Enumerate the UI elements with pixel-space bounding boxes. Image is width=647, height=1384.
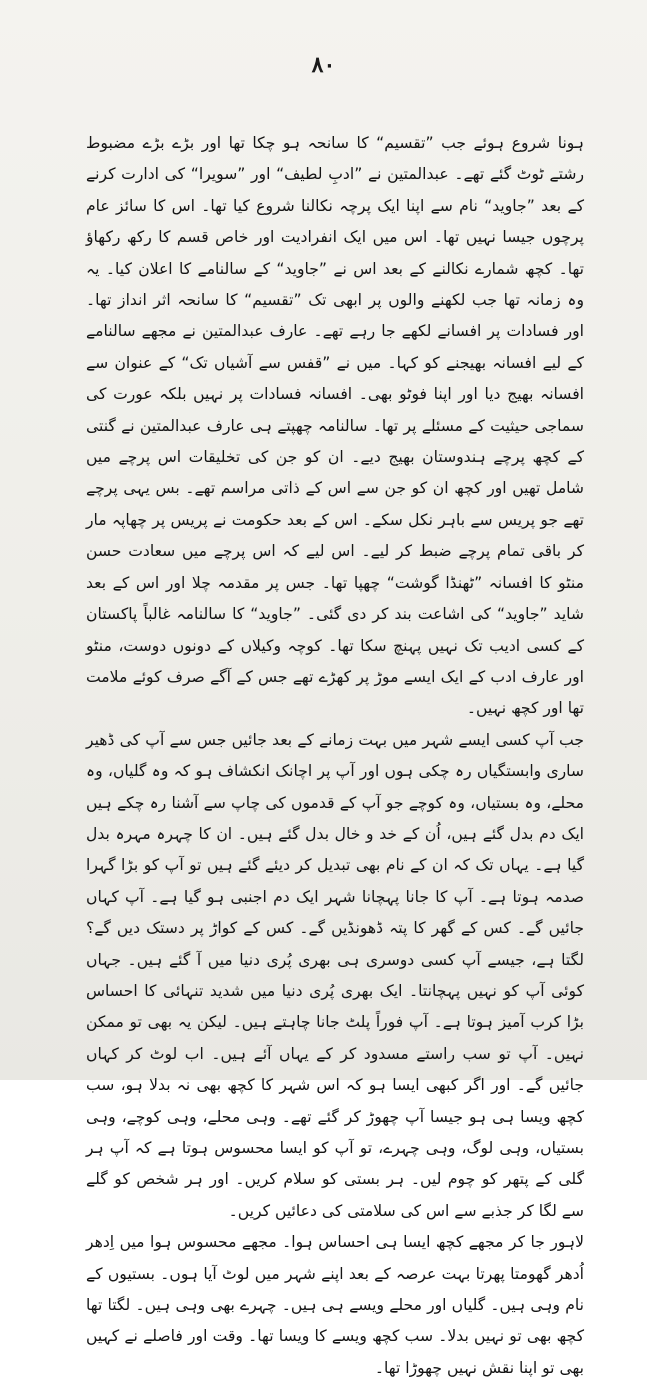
page-number: ۸۰ [311,52,336,78]
paragraph-1: ہونا شروع ہوئے جب ”تقسیم“ کا سانحہ ہو چکا تھا اور بڑے بڑے مضبوط رشتے ٹوٹ گئے تھے۔ عبدالمتین نے ”ادبِ لطیف“ اور ”سویرا“ کی ادارت کرنے کے بعد ”جاوید“ نام سے اپنا ایک پرچہ نکالنا شروع کیا تھا۔ اس کا سائز عام پرچوں جیسا نہیں تھا۔ اس میں ایک انفرادیت اور خاص قسم کا رکھ رکھاؤ تھا۔ کچھ شمارے نکالنے کے بعد اس نے ”جاوید“ کے سالنامے کا اعلان کیا۔ یہ وہ زمانہ تھا جب لکھنے والوں پر ابھی تک ”تقسیم“ کا سانحہ اثر انداز تھا۔ اور فسادات پر افسانے لکھے جا رہے تھے۔ عارف عبدالمتین نے مجھے سالنامے کے لیے افسانہ بھیجنے کو کہا۔ میں نے ”قفس سے آشیاں تک“ کے عنوان سے افسانہ بھیج دیا اور اپنا فوٹو بھی۔ افسانہ فسادات پر نہیں بلکہ عورت کی سماجی حیثیت کے مسئلے پر تھا۔ سالنامہ چھپتے ہی عارف عبدالمتین نے گنتی کے کچھ پرچے ہندوستان بھیج دیے۔ ان کو جن کی تخلیقات اس پرچے میں شامل تھیں اور کچھ ان کو جن سے اس کے ذاتی مراسم تھے۔ بس یہی پرچے تھے جو پریس سے باہر نکل سکے۔ اس کے بعد حکومت نے پریس پر چھاپہ مار کر باقی تمام پرچے ضبط کر لیے۔ اس لیے کہ اس پرچے میں سعادت حسن منٹو کا افسانہ ”ٹھنڈا گوشت“ چھپا تھا۔ جس پر مقدمہ چلا اور اس کے بعد شاید ”جاوید“ کی اشاعت بند کر دی گئی۔ ”جاوید“ کا سالنامہ غالباً پاکستان کے کسی ادیب تک نہیں پہنچ سکا تھا۔ کوچہ وکیلاں کے دونوں دوست، منٹو اور عارف ادب کے ایک ایسے موڑ پر کھڑے تھے جس کے آگے صرف کوئے ملامت تھا اور کچھ نہیں۔ [86,134,584,718]
page-body [86,128,584,1384]
paragraph-2: جب آپ کسی ایسے شہر میں بہت زمانے کے بعد جائیں جس سے آپ کی ڈھیر ساری وابستگیاں رہ چکی ہوں اور آپ پر اچانک انکشاف ہو کہ وہ گلیاں، وہ محلے، وہ بستیاں، وہ کوچے جو آپ کے قدموں کی چاپ سے آشنا رہ چکے ہیں ایک دم بدل گئے ہیں، اُن کے خد و خال بدل گئے ہیں۔ ان کا چہرہ مہرہ بدل گیا ہے۔ یہاں تک کہ ان کے نام بھی تبدیل کر دیئے گئے ہیں تو آپ کو بڑا گہرا صدمہ ہوتا ہے۔ آپ کا جانا پہچانا شہر ایک دم اجنبی ہو گیا ہے۔ آپ کہاں جائیں گے۔ کس کے گھر کا پتہ ڈھونڈیں گے۔ کس کے کواڑ پر دستک دیں گے؟ لگتا ہے، جیسے آپ کسی دوسری ہی بھری پُری دنیا میں آ گئے ہیں۔ جہاں کوئی آپ کو نہیں پہچانتا۔ ایک بھری پُری دنیا میں شدید تنہائی کا احساس بڑا کرب آمیز ہوتا ہے۔ آپ فوراً پلٹ جانا چاہتے ہیں۔ لیکن یہ بھی تو ممکن نہیں۔ آپ تو سب راستے مسدود کر کے یہاں آئے ہیں۔ اب لوٹ کر کہاں جائیں گے۔ اور اگر کبھی ایسا ہو کہ اس شہر کا کچھ بھی نہ بدلا ہو، سب کچھ ویسا ہی ہو جیسا آپ چھوڑ کر گئے تھے۔ وہی محلے، وہی کوچے، وہی بستیاں، وہی لوگ، وہی چہرے، تو آپ کو ایسا محسوس ہوتا ہے کہ آپ ہر گلی کے پتھر کو چوم لیں۔ ہر بستی کو سلام کریں۔ اور ہر شخص کو گلے سے لگا کر جذبے سے اس کی سلامتی کی دعائیں کریں۔ [86,730,584,1220]
paragraph-3: لاہور جا کر مجھے کچھ ایسا ہی احساس ہوا۔ مجھے محسوس ہوا میں اِدھر اُدھر گھومتا پھرتا بہت عرصہ کے بعد اپنے شہر میں لوٹ آیا ہوں۔ بستیوں کے نام وہی ہیں۔ گلیاں اور محلے ویسے ہی ہیں۔ چہرے بھی وہی ہیں۔ لگتا تھا کچھ بھی تو نہیں بدلا۔ سب کچھ ویسے کا ویسا تھا۔ وقت اور فاصلے نے کہیں بھی تو اپنا نقش نہیں چھوڑا تھا۔ [86,1233,584,1377]
